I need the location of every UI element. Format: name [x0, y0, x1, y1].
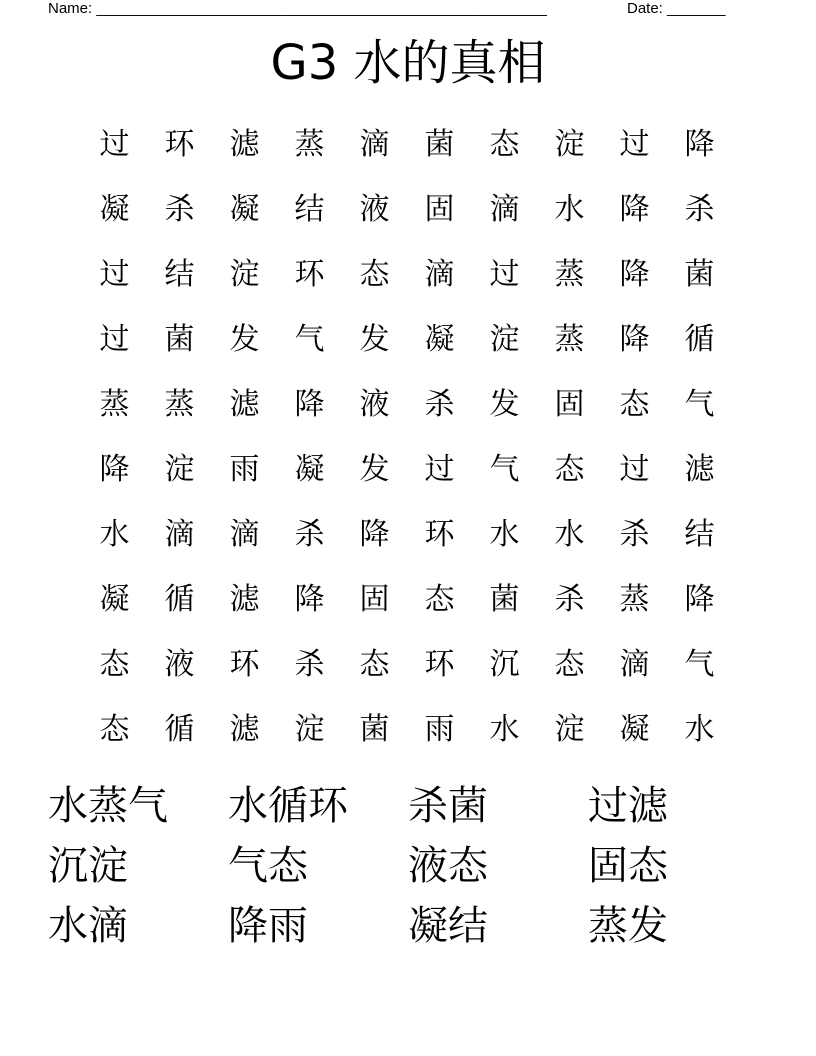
grid-cell: 态: [424, 581, 455, 617]
grid-cell: 降: [619, 321, 650, 357]
grid-cell: 凝: [229, 191, 260, 227]
grid-cell: 杀: [619, 516, 650, 552]
word-list-item: 水循环: [228, 783, 348, 829]
grid-cell: 水: [684, 711, 715, 747]
grid-cell: 过: [619, 126, 650, 162]
name-field-label: Name: ______________________________________________________: [48, 0, 547, 17]
grid-cell: 雨: [424, 711, 455, 747]
grid-cell: 固: [554, 386, 585, 422]
grid-cell: 水: [554, 191, 585, 227]
grid-cell: 杀: [424, 386, 455, 422]
word-list-item: 固态: [588, 843, 668, 889]
grid-cell: 结: [164, 256, 195, 292]
worksheet-header: [48, 0, 748, 20]
grid-cell: 循: [684, 321, 715, 357]
grid-cell: 态: [489, 126, 520, 162]
grid-cell: 水: [99, 516, 130, 552]
grid-cell: 过: [424, 451, 455, 487]
grid-cell: 结: [294, 191, 325, 227]
grid-cell: 滴: [619, 646, 650, 682]
grid-cell: 滴: [229, 516, 260, 552]
grid-cell: 降: [294, 386, 325, 422]
grid-cell: 液: [164, 646, 195, 682]
grid-cell: 过: [619, 451, 650, 487]
grid-cell: 气: [489, 451, 520, 487]
grid-cell: 凝: [294, 451, 325, 487]
grid-cell: 滤: [229, 126, 260, 162]
grid-cell: 降: [294, 581, 325, 617]
grid-cell: 淀: [229, 256, 260, 292]
word-list-item: 蒸发: [588, 903, 668, 949]
grid-cell: 菌: [684, 256, 715, 292]
grid-cell: 淀: [554, 126, 585, 162]
grid-cell: 蒸: [294, 126, 325, 162]
grid-cell: 滤: [684, 451, 715, 487]
grid-cell: 菌: [164, 321, 195, 357]
grid-cell: 气: [684, 646, 715, 682]
grid-cell: 环: [424, 646, 455, 682]
grid-cell: 发: [489, 386, 520, 422]
grid-cell: 降: [619, 191, 650, 227]
grid-cell: 过: [99, 126, 130, 162]
grid-cell: 降: [619, 256, 650, 292]
grid-cell: 水: [489, 711, 520, 747]
grid-cell: 菌: [359, 711, 390, 747]
grid-cell: 降: [99, 451, 130, 487]
grid-cell: 水: [489, 516, 520, 552]
grid-cell: 淀: [164, 451, 195, 487]
grid-cell: 环: [229, 646, 260, 682]
grid-cell: 蒸: [554, 256, 585, 292]
word-list-item: 降雨: [228, 903, 308, 949]
grid-cell: 液: [359, 191, 390, 227]
grid-cell: 滤: [229, 581, 260, 617]
grid-cell: 水: [554, 516, 585, 552]
grid-cell: 液: [359, 386, 390, 422]
grid-cell: 滴: [164, 516, 195, 552]
grid-cell: 过: [99, 256, 130, 292]
grid-cell: 凝: [424, 321, 455, 357]
grid-cell: 态: [619, 386, 650, 422]
date-field-label: Date: _______: [627, 0, 726, 17]
grid-cell: 淀: [554, 711, 585, 747]
grid-cell: 态: [554, 451, 585, 487]
grid-cell: 雨: [229, 451, 260, 487]
grid-cell: 淀: [489, 321, 520, 357]
grid-cell: 蒸: [164, 386, 195, 422]
grid-cell: 滴: [424, 256, 455, 292]
grid-cell: 凝: [619, 711, 650, 747]
grid-cell: 环: [424, 516, 455, 552]
grid-cell: 发: [359, 451, 390, 487]
grid-cell: 降: [684, 581, 715, 617]
grid-cell: 态: [554, 646, 585, 682]
grid-cell: 凝: [99, 191, 130, 227]
grid-cell: 固: [424, 191, 455, 227]
grid-cell: 过: [99, 321, 130, 357]
grid-cell: 沉: [489, 646, 520, 682]
grid-cell: 气: [294, 321, 325, 357]
grid-cell: 淀: [294, 711, 325, 747]
word-list-item: 沉淀: [48, 843, 128, 889]
word-list-item: 凝结: [408, 903, 488, 949]
grid-cell: 杀: [684, 191, 715, 227]
grid-cell: 过: [489, 256, 520, 292]
grid-cell: 降: [684, 126, 715, 162]
grid-cell: 环: [294, 256, 325, 292]
grid-cell: 蒸: [554, 321, 585, 357]
grid-cell: 凝: [99, 581, 130, 617]
grid-cell: 杀: [164, 191, 195, 227]
word-list-item: 液态: [408, 843, 488, 889]
grid-cell: 杀: [294, 516, 325, 552]
grid-cell: 态: [359, 646, 390, 682]
word-list-item: 杀菌: [408, 783, 488, 829]
word-list-item: 过滤: [588, 783, 668, 829]
grid-cell: 循: [164, 711, 195, 747]
grid-cell: 态: [99, 646, 130, 682]
grid-cell: 菌: [424, 126, 455, 162]
word-list-item: 水滴: [48, 903, 128, 949]
word-list: [48, 778, 768, 958]
grid-cell: 滤: [229, 386, 260, 422]
grid-cell: 降: [359, 516, 390, 552]
grid-cell: 滤: [229, 711, 260, 747]
grid-cell: 气: [684, 386, 715, 422]
word-search-grid: [82, 112, 732, 762]
grid-cell: 态: [99, 711, 130, 747]
grid-cell: 环: [164, 126, 195, 162]
grid-cell: 滴: [359, 126, 390, 162]
grid-cell: 蒸: [99, 386, 130, 422]
grid-cell: 杀: [294, 646, 325, 682]
grid-cell: 发: [229, 321, 260, 357]
page-title: G3 水的真相: [270, 35, 546, 91]
grid-cell: 蒸: [619, 581, 650, 617]
grid-cell: 滴: [489, 191, 520, 227]
grid-cell: 杀: [554, 581, 585, 617]
grid-cell: 固: [359, 581, 390, 617]
word-list-item: 水蒸气: [48, 783, 168, 829]
grid-cell: 结: [684, 516, 715, 552]
grid-cell: 菌: [489, 581, 520, 617]
grid-cell: 发: [359, 321, 390, 357]
grid-cell: 态: [359, 256, 390, 292]
word-list-item: 气态: [228, 843, 308, 889]
grid-cell: 循: [164, 581, 195, 617]
